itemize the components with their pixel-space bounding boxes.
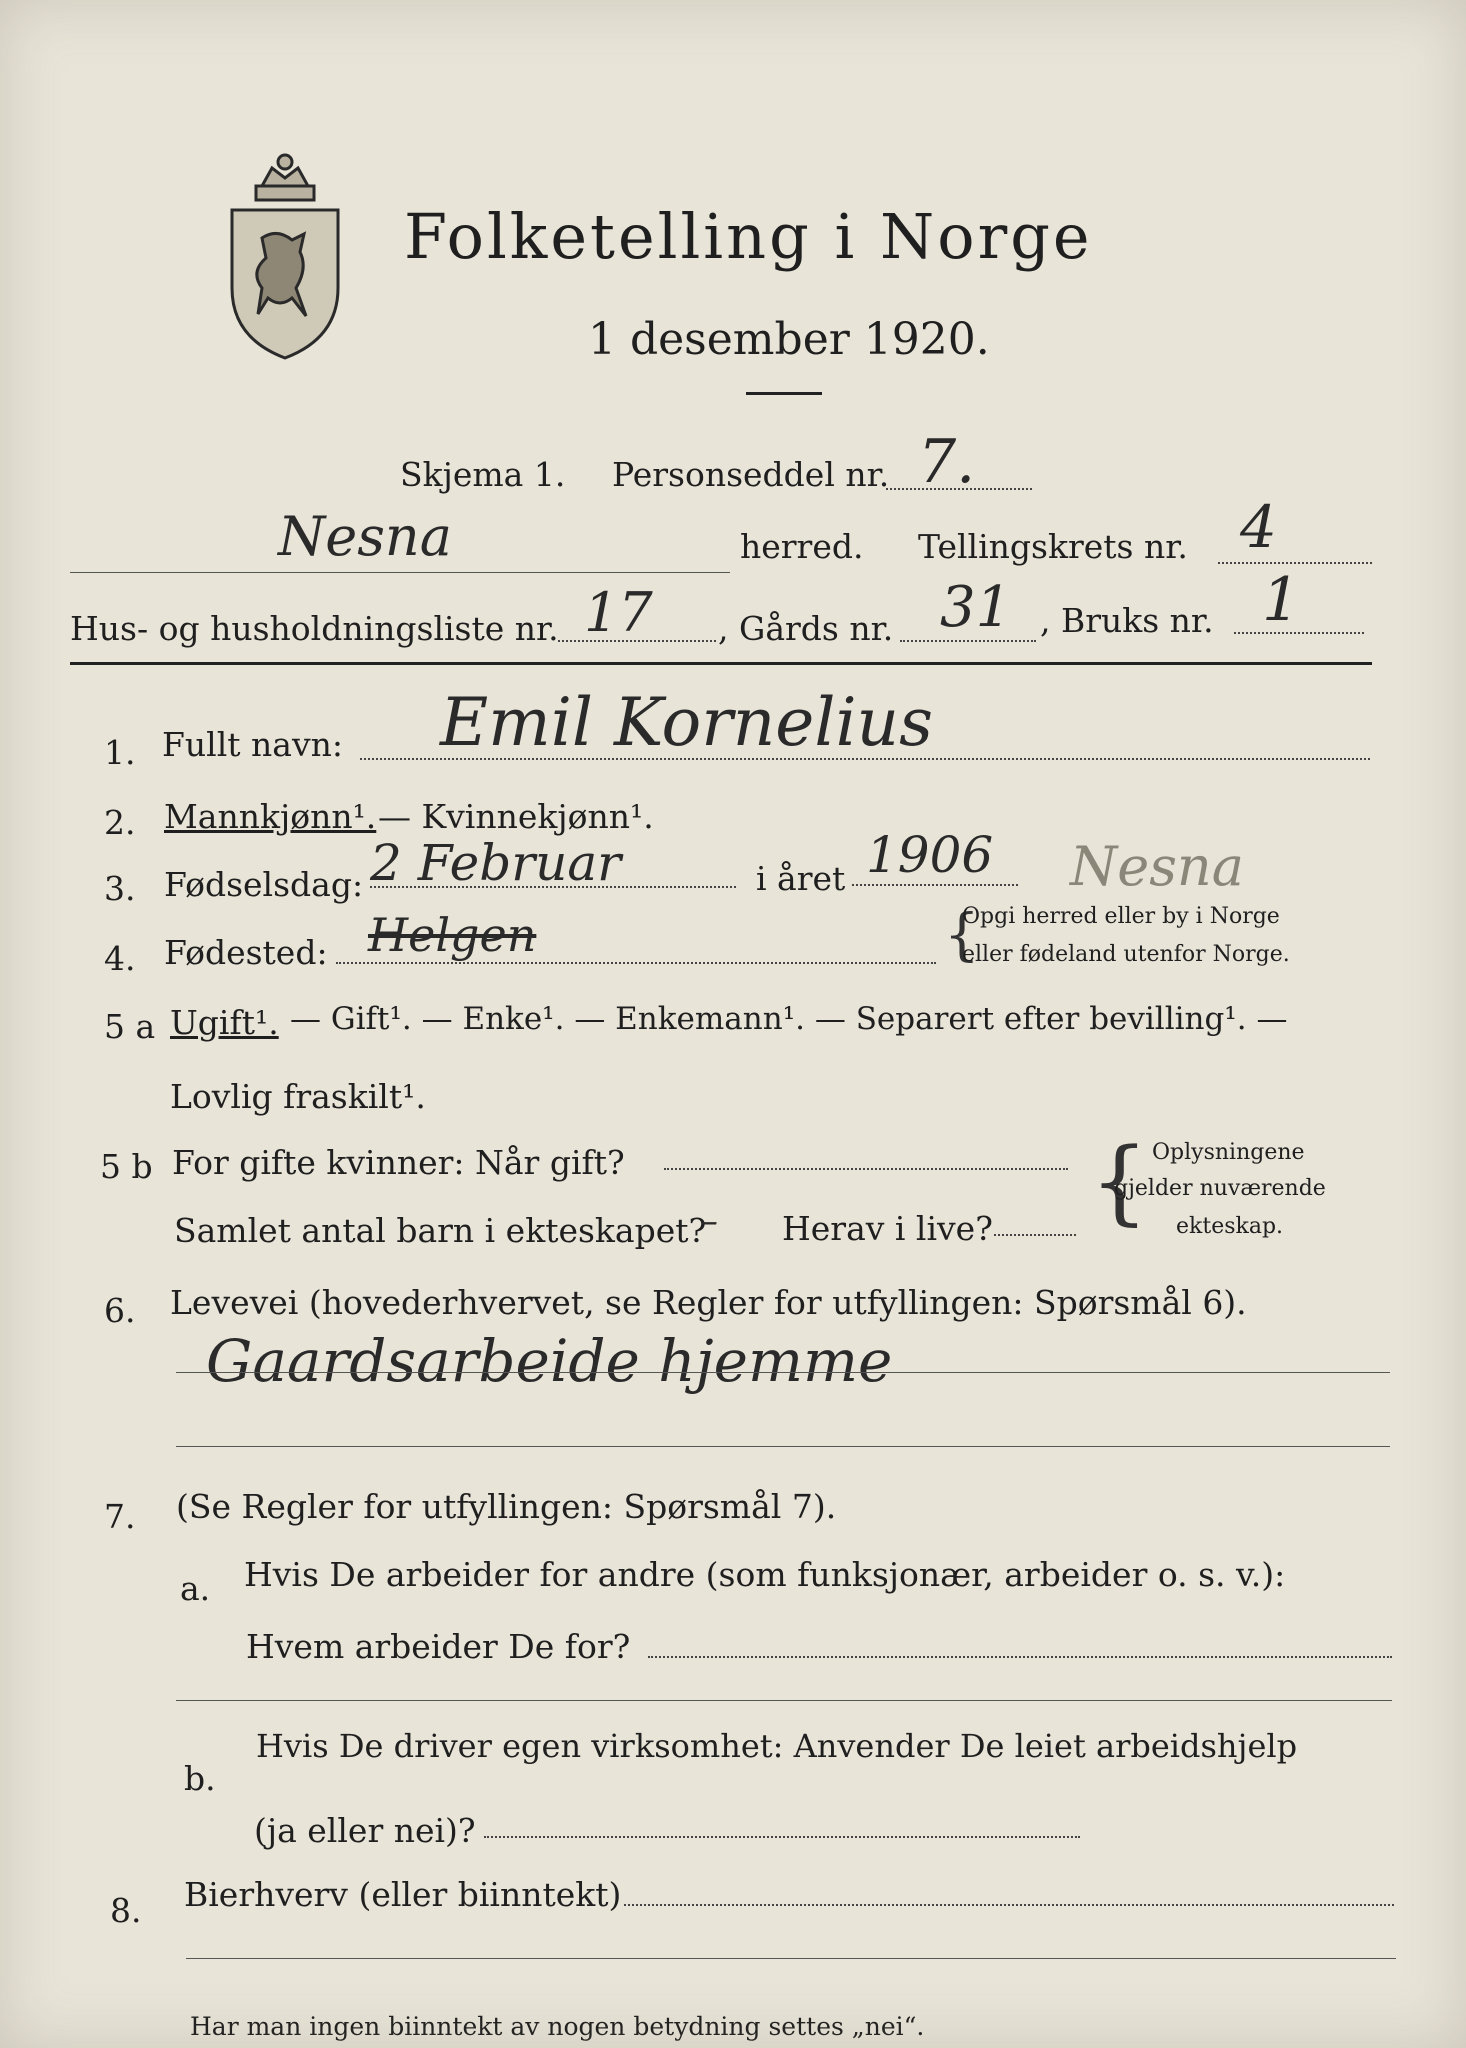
q4-note-2: eller fødeland utenfor Norge.	[962, 942, 1290, 967]
birthplace-extra-note: Nesna	[1070, 835, 1244, 898]
q5b-alive-label: Herav i live?	[782, 1209, 993, 1248]
coat-of-arms-icon	[222, 148, 348, 363]
q7a-label: Hvis De arbeider for andre (som funksjonær, arbeider o. s. v.):	[244, 1555, 1286, 1594]
q7a-employer-label: Hvem arbeider De for?	[246, 1627, 631, 1666]
q3-year-line	[852, 884, 1018, 886]
tellingskrets-line	[1218, 562, 1372, 564]
q5b-note-1: Oplysningene	[1152, 1140, 1305, 1165]
q5b-when-married-line	[664, 1168, 1068, 1170]
bruks-value[interactable]: 1	[1262, 565, 1301, 635]
title-divider	[746, 392, 822, 395]
q3-label: Fødselsdag:	[164, 865, 364, 904]
gender-female-option[interactable]: — Kvinnekjønn¹.	[378, 797, 654, 836]
q4-label: Fødested:	[164, 933, 328, 972]
q5b-brace: {	[1090, 1128, 1149, 1235]
q7-number: 7.	[104, 1497, 136, 1536]
q6-line-2	[176, 1446, 1390, 1447]
occupation-value[interactable]: Gaardsarbeide hjemme	[206, 1327, 893, 1395]
gards-label: , Gårds nr.	[718, 609, 894, 648]
husliste-label: Hus- og husholdningsliste nr.	[70, 609, 559, 648]
page-title: Folketelling i Norge	[404, 200, 1093, 273]
herred-line	[70, 572, 730, 573]
gards-line	[900, 640, 1036, 642]
full-name-value[interactable]: Emil Kornelius	[440, 684, 933, 761]
q5b-when-married-label: For gifte kvinner: Når gift?	[172, 1143, 625, 1182]
q2-number: 2.	[104, 803, 136, 842]
q6-label: Levevei (hovederhvervet, se Regler for utfyllingen: Spørsmål 6).	[170, 1283, 1247, 1322]
marital-status-ugift[interactable]: Ugift¹.	[170, 1003, 279, 1042]
q7b-label: Hvis De driver egen virksomhet: Anvender De leiet arbeidshjelp	[256, 1727, 1298, 1765]
q6-line-1	[176, 1372, 1390, 1373]
gards-value[interactable]: 31	[940, 575, 1012, 640]
q7a-employer-line[interactable]	[648, 1656, 1392, 1658]
q6-number: 6.	[104, 1291, 136, 1330]
q8-label: Bierhverv (eller biinntekt)	[184, 1875, 622, 1914]
q8-number: 8.	[110, 1891, 142, 1930]
q8-line[interactable]	[624, 1904, 1394, 1906]
q4-brace: {	[944, 903, 980, 968]
q5b-children-label: Samlet antal barn i ekteskapet?	[174, 1211, 707, 1250]
bruks-label: , Bruks nr.	[1040, 601, 1214, 640]
header-separator	[70, 662, 1372, 665]
q5b-alive-line	[994, 1234, 1076, 1236]
gender-male-option[interactable]: Mannkjønn¹.	[164, 797, 377, 836]
birthdate-value[interactable]: 2 Februar	[370, 834, 622, 892]
herred-label: herred.	[740, 527, 864, 566]
skjema-label: Skjema 1.	[400, 455, 566, 494]
q7a-letter: a.	[180, 1569, 211, 1608]
q5b-note-2: gjelder nuværende	[1114, 1176, 1326, 1201]
q4-line	[336, 962, 936, 964]
birth-year-value[interactable]: 1906	[866, 826, 994, 884]
tellingskrets-label: Tellingskrets nr.	[918, 527, 1188, 566]
q5a-number: 5 a	[104, 1007, 156, 1046]
q8-extra-line	[186, 1958, 1396, 1959]
q7b-yes-no-label: (ja eller nei)?	[254, 1811, 476, 1850]
q5b-children-value[interactable]: –	[700, 1201, 718, 1242]
q5b-number: 5 b	[100, 1147, 153, 1186]
marital-status-fraskilt[interactable]: Lovlig fraskilt¹.	[170, 1077, 426, 1116]
q5b-note-3: ekteskap.	[1176, 1214, 1284, 1239]
personseddel-value[interactable]: 7.	[918, 427, 976, 497]
q7b-yes-no-line[interactable]	[484, 1836, 1080, 1838]
husliste-value[interactable]: 17	[584, 581, 653, 644]
q1-number: 1.	[104, 733, 136, 772]
q3-number: 3.	[104, 869, 136, 908]
personseddel-label: Personseddel nr.	[612, 455, 890, 494]
marital-status-options[interactable]: — Gift¹. — Enke¹. — Enkemann¹. — Separert efter bevilling¹. —	[290, 1001, 1288, 1037]
q7b-letter: b.	[184, 1759, 216, 1798]
tellingskrets-value[interactable]: 4	[1240, 493, 1277, 561]
footer-note: Har man ingen biinntekt av nogen betydning settes „nei“.	[190, 2012, 925, 2041]
q1-label: Fullt navn:	[162, 725, 343, 764]
q3-year-label: i året	[756, 859, 846, 898]
q4-number: 4.	[104, 939, 136, 978]
birthplace-value[interactable]: Helgen	[368, 908, 537, 962]
q7a-extra-line	[176, 1700, 1392, 1701]
census-date: 1 desember 1920.	[588, 314, 990, 365]
q7-label: (Se Regler for utfyllingen: Spørsmål 7).	[176, 1487, 837, 1526]
herred-value[interactable]: Nesna	[278, 505, 452, 568]
q4-note-1: Opgi herred eller by i Norge	[962, 904, 1280, 929]
